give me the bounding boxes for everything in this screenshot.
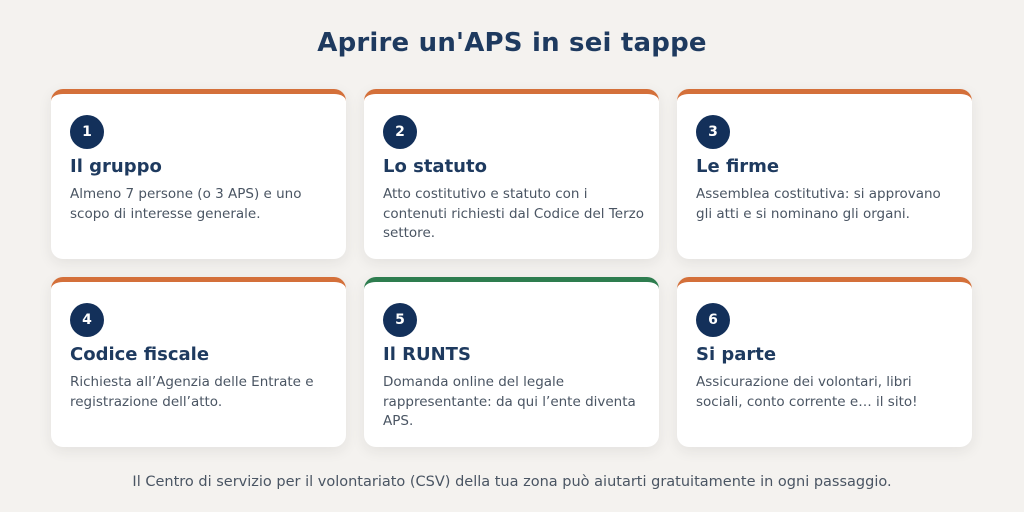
step-description: Richiesta all’Agenzia delle Entrate e registrazione dell’atto. (70, 374, 314, 410)
step-title: Codice fiscale (70, 344, 210, 365)
step-number-badge: 6 (696, 303, 730, 337)
footer-note: Il Centro di servizio per il volontariato (CSV) della tua zona può aiutarti gratuitamente in ogni passaggio. (132, 474, 892, 490)
step-card-3 (677, 89, 972, 259)
step-card-1 (51, 89, 346, 259)
step-card-6 (677, 277, 972, 447)
step-number-badge: 4 (70, 303, 104, 337)
step-title: Il RUNTS (383, 344, 471, 365)
step-description: Assemblea costitutiva: si approvano gli atti e si nominano gli organi. (696, 186, 941, 222)
step-title: Il gruppo (70, 156, 162, 177)
page-title: Aprire un'APS in sei tappe (317, 28, 707, 58)
step-title: Le firme (696, 156, 780, 177)
step-number-badge: 5 (383, 303, 417, 337)
step-number-badge: 2 (383, 115, 417, 149)
step-number-badge: 1 (70, 115, 104, 149)
step-description: Atto costitutivo e statuto con i contenuti richiesti dal Codice del Terzo settore. (383, 186, 644, 241)
step-description: Domanda online del legale rappresentante: da qui l’ente diventa APS. (383, 374, 636, 429)
step-card-2 (364, 89, 659, 259)
step-number-badge: 3 (696, 115, 730, 149)
step-card-4 (51, 277, 346, 447)
steps-grid (51, 89, 973, 447)
step-card-5 (364, 277, 659, 447)
step-title: Si parte (696, 344, 777, 365)
step-title: Lo statuto (383, 156, 487, 177)
step-description: Assicurazione dei volontari, libri sociali, conto corrente e… il sito! (696, 374, 918, 410)
step-description: Almeno 7 persone (o 3 APS) e uno scopo di interesse generale. (70, 186, 302, 222)
